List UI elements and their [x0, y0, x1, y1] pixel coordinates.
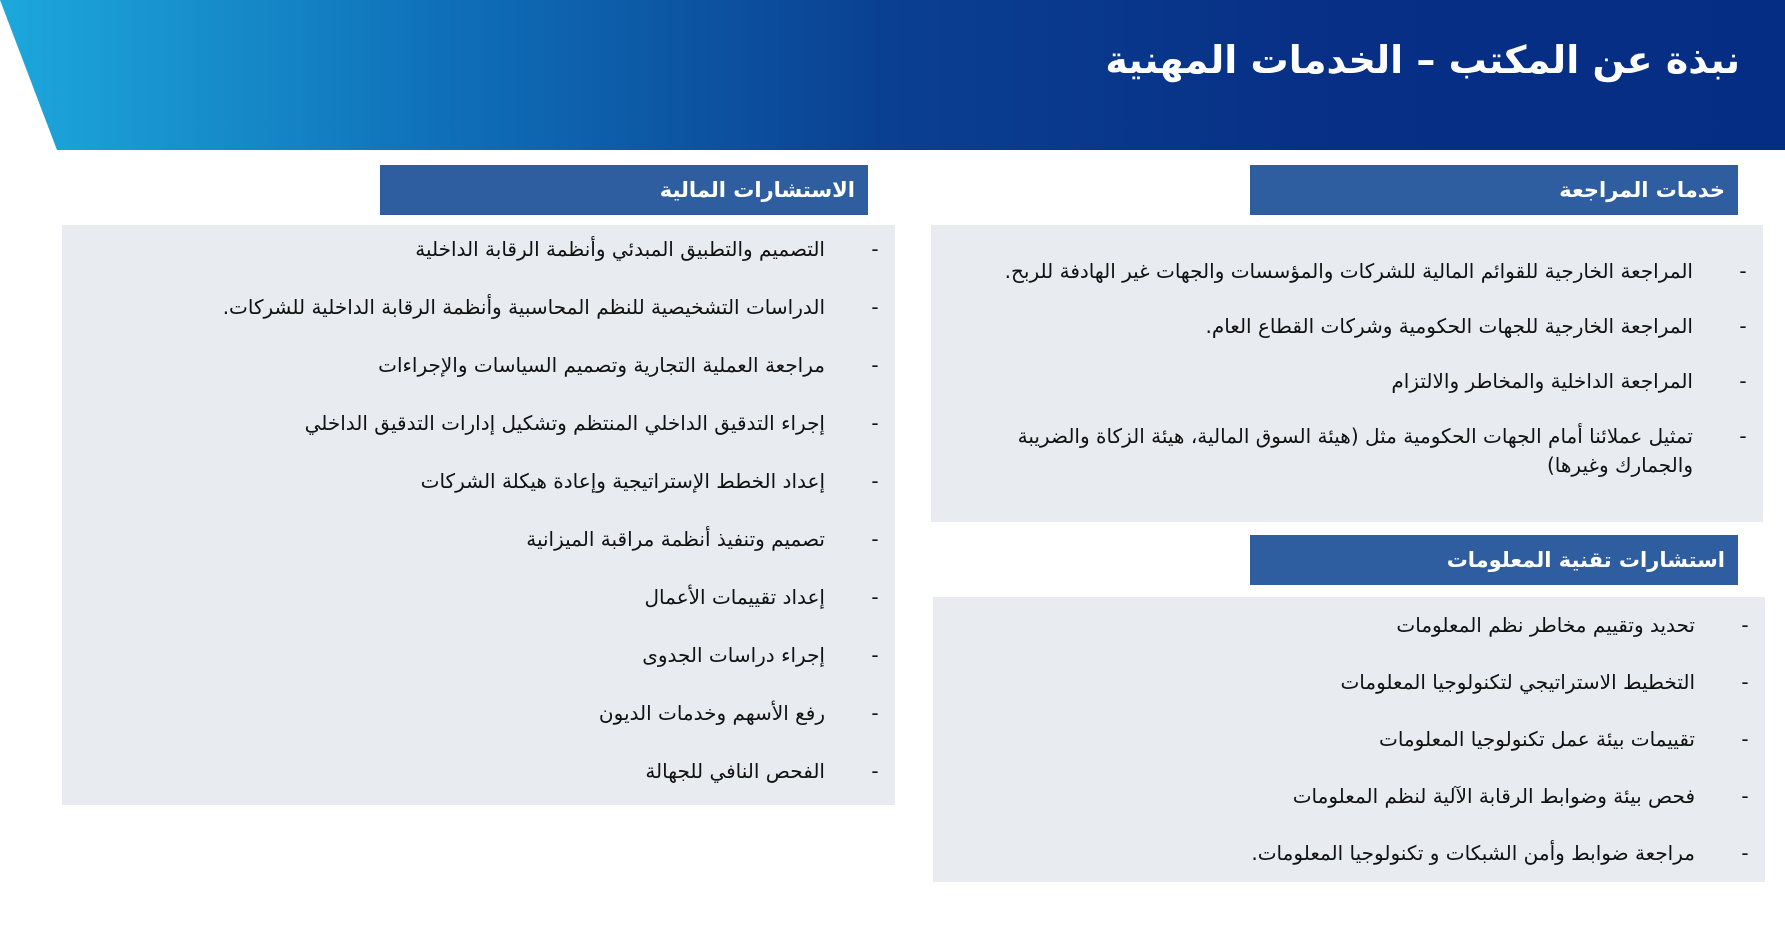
list-item	[62, 757, 895, 786]
list-item	[62, 351, 895, 380]
bullet-dash: -	[1739, 259, 1747, 283]
bullet-dash: -	[871, 469, 879, 493]
list-item	[62, 699, 895, 728]
list-item-text: تحديد وتقييم مخاطر نظم المعلومات	[1396, 613, 1695, 637]
bullet-dash: -	[1741, 841, 1749, 865]
bullet-dash: -	[871, 295, 879, 319]
financial-consulting-list	[62, 225, 895, 786]
list-item	[933, 839, 1765, 868]
list-item	[62, 641, 895, 670]
bullet-dash: -	[1741, 727, 1749, 751]
list-item	[931, 257, 1763, 286]
it-consulting-title: استشارات تقنية المعلومات	[1446, 548, 1725, 572]
list-item	[62, 583, 895, 612]
list-item	[933, 668, 1765, 697]
audit-services-panel	[931, 225, 1763, 522]
list-item-text: المراجعة الداخلية والمخاطر والالتزام	[1391, 369, 1693, 393]
list-item-text: إجراء التدقيق الداخلي المنتظم وتشكيل إدارات التدقيق الداخلي	[304, 411, 825, 435]
bullet-dash: -	[1739, 369, 1747, 393]
list-item-text: فحص بيئة وضوابط الرقابة الآلية لنظم المعلومات	[1292, 784, 1695, 808]
bullet-dash: -	[871, 585, 879, 609]
list-item	[62, 525, 895, 554]
list-item-text: إعداد تقييمات الأعمال	[644, 585, 825, 609]
bullet-dash: -	[871, 527, 879, 551]
bullet-dash: -	[1739, 424, 1747, 448]
list-item-text: المراجعة الخارجية للجهات الحكومية وشركات القطاع العام.	[1205, 314, 1693, 338]
bullet-dash: -	[1741, 784, 1749, 808]
bullet-dash: -	[1739, 314, 1747, 338]
list-item	[62, 293, 895, 322]
it-consulting-list	[933, 597, 1765, 868]
bullet-dash: -	[1741, 670, 1749, 694]
list-item	[931, 367, 1763, 396]
audit-services-header	[1250, 165, 1738, 215]
list-item-text: مراجعة ضوابط وأمن الشبكات و تكنولوجيا المعلومات.	[1251, 841, 1695, 865]
bullet-dash: -	[1741, 613, 1749, 637]
list-item-text: التخطيط الاستراتيجي لتكنولوجيا المعلومات	[1340, 670, 1695, 694]
list-item-text: تقييمات بيئة عمل تكنولوجيا المعلومات	[1378, 727, 1695, 751]
bullet-dash: -	[871, 759, 879, 783]
list-item-text: المراجعة الخارجية للقوائم المالية للشركات والمؤسسات والجهات غير الهادفة للربح.	[1004, 259, 1693, 283]
list-item	[62, 235, 895, 264]
bullet-dash: -	[871, 353, 879, 377]
list-item	[62, 467, 895, 496]
list-item-text: إجراء دراسات الجدوى	[642, 643, 825, 667]
list-item-text: التصميم والتطبيق المبدئي وأنظمة الرقابة الداخلية	[415, 237, 825, 261]
list-item	[931, 422, 1763, 480]
list-item-text: مراجعة العملية التجارية وتصميم السياسات والإجراءات	[378, 353, 825, 377]
bullet-dash: -	[871, 237, 879, 261]
list-item-text: الفحص النافي للجهالة	[645, 759, 825, 783]
page-title: نبذة عن المكتب – الخدمات المهنية	[1105, 38, 1740, 82]
list-item	[933, 725, 1765, 754]
financial-consulting-header	[380, 165, 868, 215]
list-item-text: إعداد الخطط الإستراتيجية وإعادة هيكلة الشركات	[420, 469, 825, 493]
list-item-text: تصميم وتنفيذ أنظمة مراقبة الميزانية	[526, 527, 825, 551]
list-item-text: تمثيل عملائنا أمام الجهات الحكومية مثل (هيئة السوق المالية، هيئة الزكاة والضريبة والجمارك وغيرها)	[1017, 424, 1693, 477]
list-item	[933, 782, 1765, 811]
it-consulting-header	[1250, 535, 1738, 585]
financial-consulting-panel	[62, 225, 895, 805]
bullet-dash: -	[871, 643, 879, 667]
list-item	[62, 409, 895, 438]
audit-services-list	[931, 225, 1763, 480]
it-consulting-panel	[933, 597, 1765, 882]
list-item-text: الدراسات التشخيصية للنظم المحاسبية وأنظمة الرقابة الداخلية للشركات.	[222, 295, 825, 319]
financial-consulting-title: الاستشارات المالية	[659, 178, 855, 202]
list-item	[933, 611, 1765, 640]
list-item-text: رفع الأسهم وخدمات الديون	[598, 701, 825, 725]
audit-services-title: خدمات المراجعة	[1559, 178, 1725, 202]
list-item	[931, 312, 1763, 341]
bullet-dash: -	[871, 411, 879, 435]
bullet-dash: -	[871, 701, 879, 725]
